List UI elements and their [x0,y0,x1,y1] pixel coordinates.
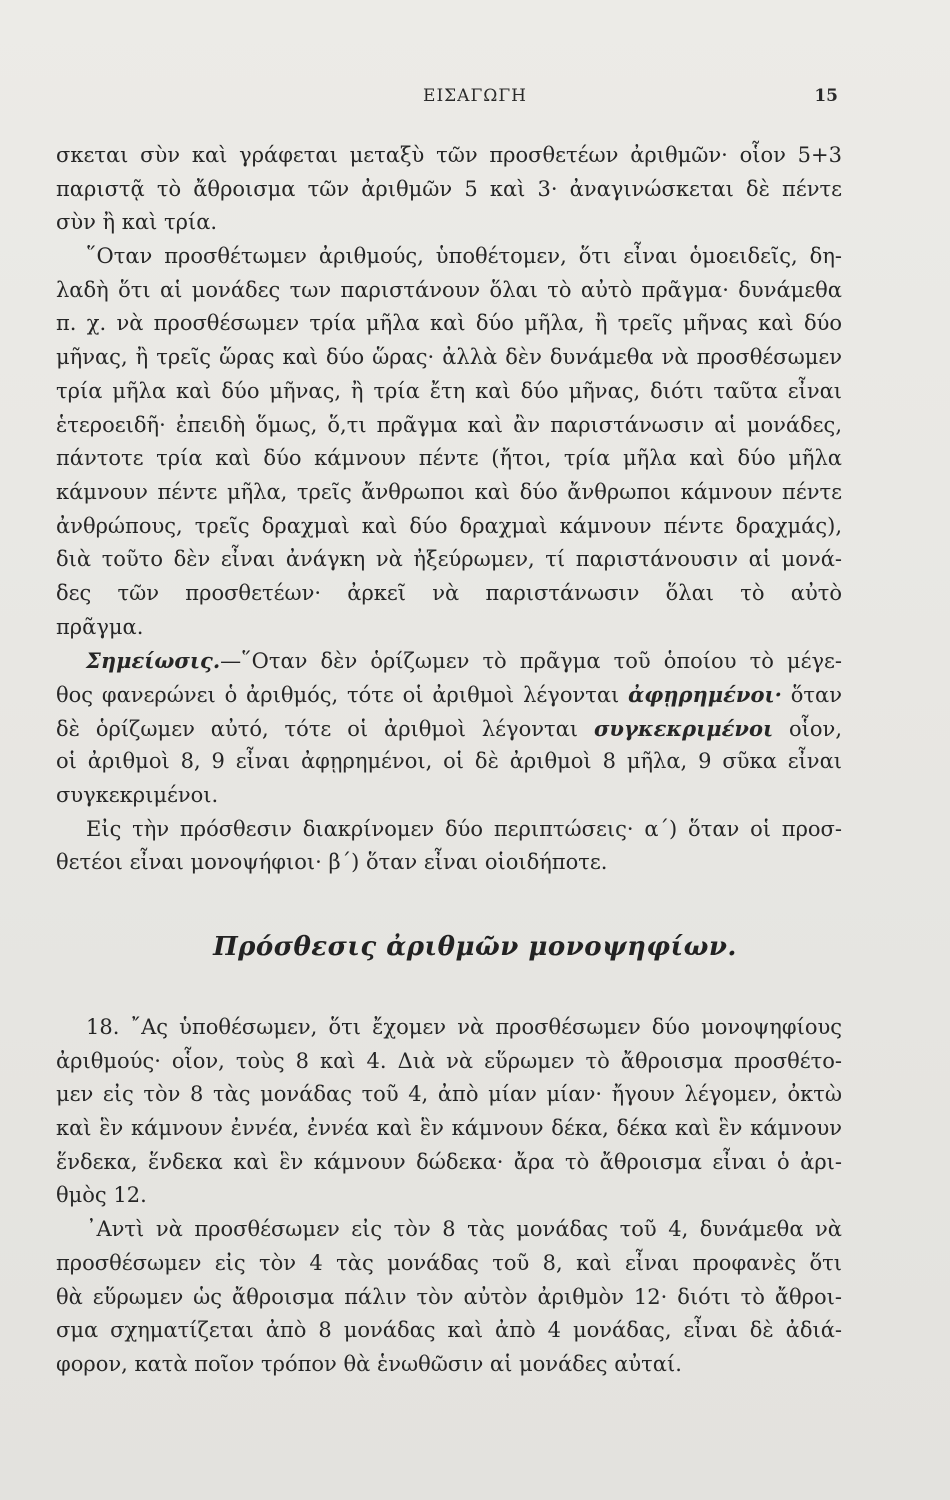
term-concrete: συγκεκριμένοι [593,715,774,741]
text-line: προσθέσωμεν εἰς τὸν 4 τὰς μονάδας τοῦ 8, καὶ εἶναι προφανὲς ὅτι [56,1250,842,1275]
text-line: λαδὴ ὅτι αἱ μονάδες των παριστάνουν ὅλαι τὸ αὐτὸ πρᾶγμα· δυνάμεθα [56,277,842,302]
text-line: ἀνθρώπους, τρεῖς δραχμαὶ καὶ δύο δραχμαὶ κάμνουν πέντε δραχμάς), [56,513,842,538]
body-text-section-1 [56,139,842,880]
text-line: δες τῶν προσθετέων· ἀρκεῖ νὰ παριστάνωσιν ὅλαι τὸ αὐτὸ [56,580,842,605]
term-abstract: ἀφῃρημένοι· [628,682,782,707]
text-line: ἀριθμούς· οἷον, τοὺς 8 καὶ 4. Διὰ νὰ εὕρωμεν τὸ ἄθροισμα προσθέτο- [56,1048,842,1073]
section-heading: Πρόσθεσις ἀριθμῶν μονοψηφίων. [213,932,737,962]
text-line: ἑτεροειδῆ· ἐπειδὴ ὅμως, ὅ,τι πρᾶγμα καὶ ἂν παριστάνωσιν αἱ μονάδες, [56,412,842,437]
remark-text: δὲ ὁρίζωμεν αὐτό, τότε οἱ ἀριθμοὶ λέγονται [56,716,594,741]
remark-text: —῞Οταν δὲν ὁρίζωμεν τὸ πρᾶγμα τοῦ ὁποίου τὸ μέγε- [220,649,842,674]
remark-line [56,678,842,712]
text-line: σκεται σὺν καὶ γράφεται μεταξὺ τῶν προσθετέων ἀριθμῶν· οἷον 5+3 [56,143,842,167]
text-line: θετέοι εἶναι μονοψήφιοι· β΄) ὅταν εἶναι οἱοιδήποτε. [56,850,608,875]
text-line: θμὸς 12. [56,1183,147,1208]
text-line: 18. ῎Ας ὑποθέσωμεν, ὅτι ἔχομεν νὰ προσθέσωμεν δύο μονοψηφίους [86,1015,842,1039]
running-head [0,86,950,116]
remark-label: Σημείωσις. [86,648,221,674]
text-line: σμα σχηματίζεται ἀπὸ 8 μονάδας καὶ ἀπὸ 4 μονάδας, εἶναι δὲ ἀδιά- [56,1318,842,1343]
text-line: φορον, κατὰ ποῖον τρόπον θὰ ἑνωθῶσιν αἱ μονάδες αὐταί. [56,1351,682,1376]
remark-text: θος φανερώνει ὁ ἀριθμός, τότε οἱ ἀριθμοὶ λέγονται [56,683,629,707]
remark-text: οἷον, [773,716,842,741]
text-line: πρᾶγμα. [56,614,144,639]
text-line: ῞Οταν προσθέτωμεν ἀριθμούς, ὑποθέτομεν, ὅτι εἶναι ὁμοειδεῖς, δη- [86,244,842,269]
body-text-section-2 [56,1011,842,1382]
text-line: μῆνας, ἢ τρεῖς ὥρας καὶ δύο ὥρας· ἀλλὰ δὲν δυνάμεθα νὰ προσθέσωμεν [56,345,842,370]
text-line: πάντοτε τρία καὶ δύο κάμνουν πέντε (ἤτοι, τρία μῆλα καὶ δύο μῆλα [56,446,842,471]
text-line: διὰ τοῦτο δὲν εἶναι ἀνάγκη νὰ ἠξεύρωμεν, τί παριστάνουσιν αἱ μονά- [56,547,842,572]
text-line: ᾿Αντὶ νὰ προσθέσωμεν εἰς τὸν 8 τὰς μονάδας τοῦ 4, δυνάμεθα νὰ [86,1217,842,1242]
text-line: μεν εἰς τὸν 8 τὰς μονάδας τοῦ 4, ἀπὸ μίαν μίαν· ἤγουν λέγομεν, ὀκτὼ [56,1082,842,1107]
remark-text: ὅταν [781,683,842,707]
text-line: παριστᾷ τὸ ἄθροισμα τῶν ἀριθμῶν 5 καὶ 3· ἀναγινώσκεται δὲ πέντε [56,176,842,201]
remark-line: συγκεκριμένοι. [56,783,219,808]
text-line: Εἰς τὴν πρόσθεσιν διακρίνομεν δύο περιπτώσεις· α΄) ὅταν οἱ προσ- [86,816,842,841]
remark-line [56,712,842,746]
text-line: θὰ εὕρωμεν ὡς ἄθροισμα πάλιν τὸν αὐτὸν ἀριθμὸν 12· διότι τὸ ἄθροι- [56,1284,842,1309]
chapter-title: ΕΙΣΑΓΩΓΗ [423,86,527,106]
remark-line [56,644,842,678]
text-line: π. χ. νὰ προσθέσωμεν τρία μῆλα καὶ δύο μῆλα, ἢ τρεῖς μῆνας καὶ δύο [56,311,842,336]
page-number: 15 [814,86,838,106]
text-line: κάμνουν πέντε μῆλα, τρεῖς ἄνθρωποι καὶ δύο ἄνθρωποι κάμνουν πέντε [56,479,842,504]
text-line: σὺν ἢ καὶ τρία. [56,210,218,235]
text-line: καὶ ἓν κάμνουν ἐννέα, ἐννέα καὶ ἓν κάμνουν δέκα, δέκα καὶ ἓν κάμνουν [56,1116,842,1141]
remark-line: οἱ ἀριθμοὶ 8, 9 εἶναι ἀφῃρημένοι, οἱ δὲ ἀριθμοὶ 8 μῆλα, 9 σῦκα εἶναι [56,749,842,774]
text-line: ἕνδεκα, ἕνδεκα καὶ ἓν κάμνουν δώδεκα· ἄρα τὸ ἄθροισμα εἶναι ὁ ἀρι- [56,1149,842,1174]
text-line: τρία μῆλα καὶ δύο μῆνας, ἢ τρία ἔτη καὶ δύο μῆνας, διότι ταῦτα εἶναι [56,378,842,403]
